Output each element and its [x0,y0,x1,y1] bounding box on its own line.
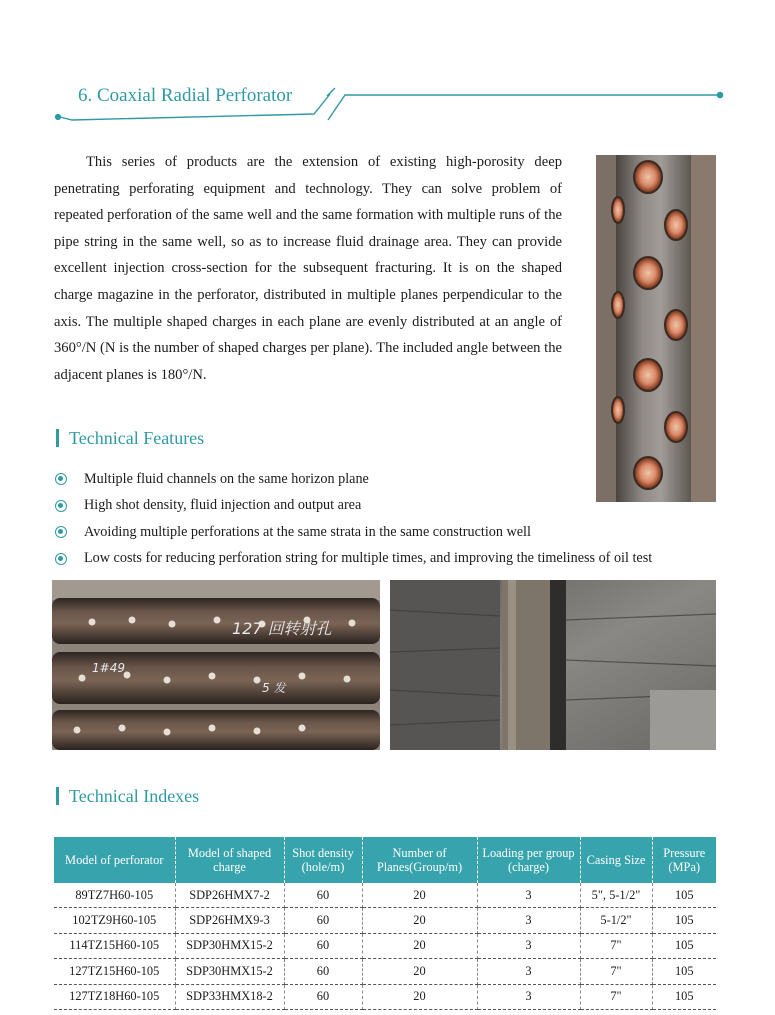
technical-indexes-table [54,837,716,1010]
table-row [54,908,716,933]
table-cell: 20 [362,933,477,958]
table-cell: SDP26HMX9-3 [175,908,284,933]
table-cell: 60 [284,908,362,933]
bullet-icon [55,500,67,512]
table-cell: 60 [284,959,362,984]
table-cell: 127TZ18H60-105 [54,984,175,1009]
table-cell: 127TZ15H60-105 [54,959,175,984]
table-cell: 114TZ15H60-105 [54,933,175,958]
handwriting-label: 127 回转射孔 [232,619,332,638]
column-header: Shot density (hole/m) [284,837,362,883]
table-cell: 20 [362,908,477,933]
table-cell: 105 [652,959,716,984]
table-cell: 3 [477,984,580,1009]
column-header: Model of perforator [54,837,175,883]
column-header: Loading per group (charge) [477,837,580,883]
table-cell: 105 [652,908,716,933]
table-row [54,984,716,1009]
header-decoration [0,0,775,130]
features-heading: Technical Features [56,429,204,447]
handwriting-label: 1#49 [92,661,125,675]
table-cell: 60 [284,984,362,1009]
table-header-row [54,837,716,883]
bullet-icon [55,526,67,538]
intro-paragraph: This series of products are the extension of existing high-porosity deep penetrating perforating equipment and technology. They can solve problem of repeated perforation of the same well and the same formation with multiple runs of the pipe string in the same well, so as to increase fluid drainage area. They can provide excellent injection cross-section for the subsequent fracturing. It is on the shaped charge magazine in the perforator, distributed in multiple planes perpendicular to the axis. The multiple shaped charges in each plane are evenly distributed at an angle of 360°/N (N is the number of shaped charges per plane). The included angle between the adjacent planes is 180°/N. [54,154,562,383]
table-cell: 5-1/2" [580,908,652,933]
table-cell: 3 [477,959,580,984]
column-header: Pressure (MPa) [652,837,716,883]
table-cell: 5", 5-1/2" [580,883,652,908]
table-cell: 20 [362,959,477,984]
table-cell: SDP30HMX15-2 [175,959,284,984]
table-cell: SDP26HMX7-2 [175,883,284,908]
perforator-gun-photo [596,155,716,502]
table-cell: 7" [580,933,652,958]
column-header: Model of shaped charge [175,837,284,883]
column-header: Number of Planes(Group/m) [362,837,477,883]
table-cell: 3 [477,908,580,933]
table-cell: 20 [362,984,477,1009]
perforated-pipes-photo [52,580,380,750]
table-cell: 105 [652,933,716,958]
table-cell: 20 [362,883,477,908]
table-row [54,933,716,958]
table-row [54,959,716,984]
table-cell: SDP30HMX15-2 [175,933,284,958]
indexes-heading: Technical Indexes [56,787,199,805]
table-cell: 105 [652,984,716,1009]
bullet-icon [55,553,67,565]
feature-item: Avoiding multiple perforations at the same strata in the same construction well [55,519,652,546]
table-cell: 7" [580,984,652,1009]
table-cell: 105 [652,883,716,908]
table-cell: 60 [284,933,362,958]
feature-item: Low costs for reducing perforation string for multiple times, and improving the timeliness of oil test [55,546,652,573]
table-row [54,883,716,908]
table-cell: 3 [477,933,580,958]
feature-item: Multiple fluid channels on the same horizon plane [55,466,652,493]
bullet-icon [55,473,67,485]
table-cell: 3 [477,883,580,908]
table-cell: 102TZ9H60-105 [54,908,175,933]
feature-item: High shot density, fluid injection and output area [55,493,652,520]
table-cell: 60 [284,883,362,908]
features-list [55,466,652,572]
handwriting-label: 5 发 [262,681,286,695]
table-cell: 89TZ7H60-105 [54,883,175,908]
column-header: Casing Size [580,837,652,883]
section-title: 6. Coaxial Radial Perforator [78,85,293,106]
table-cell: SDP33HMX18-2 [175,984,284,1009]
rock-formation-photo [390,580,716,750]
table-cell: 7" [580,959,652,984]
